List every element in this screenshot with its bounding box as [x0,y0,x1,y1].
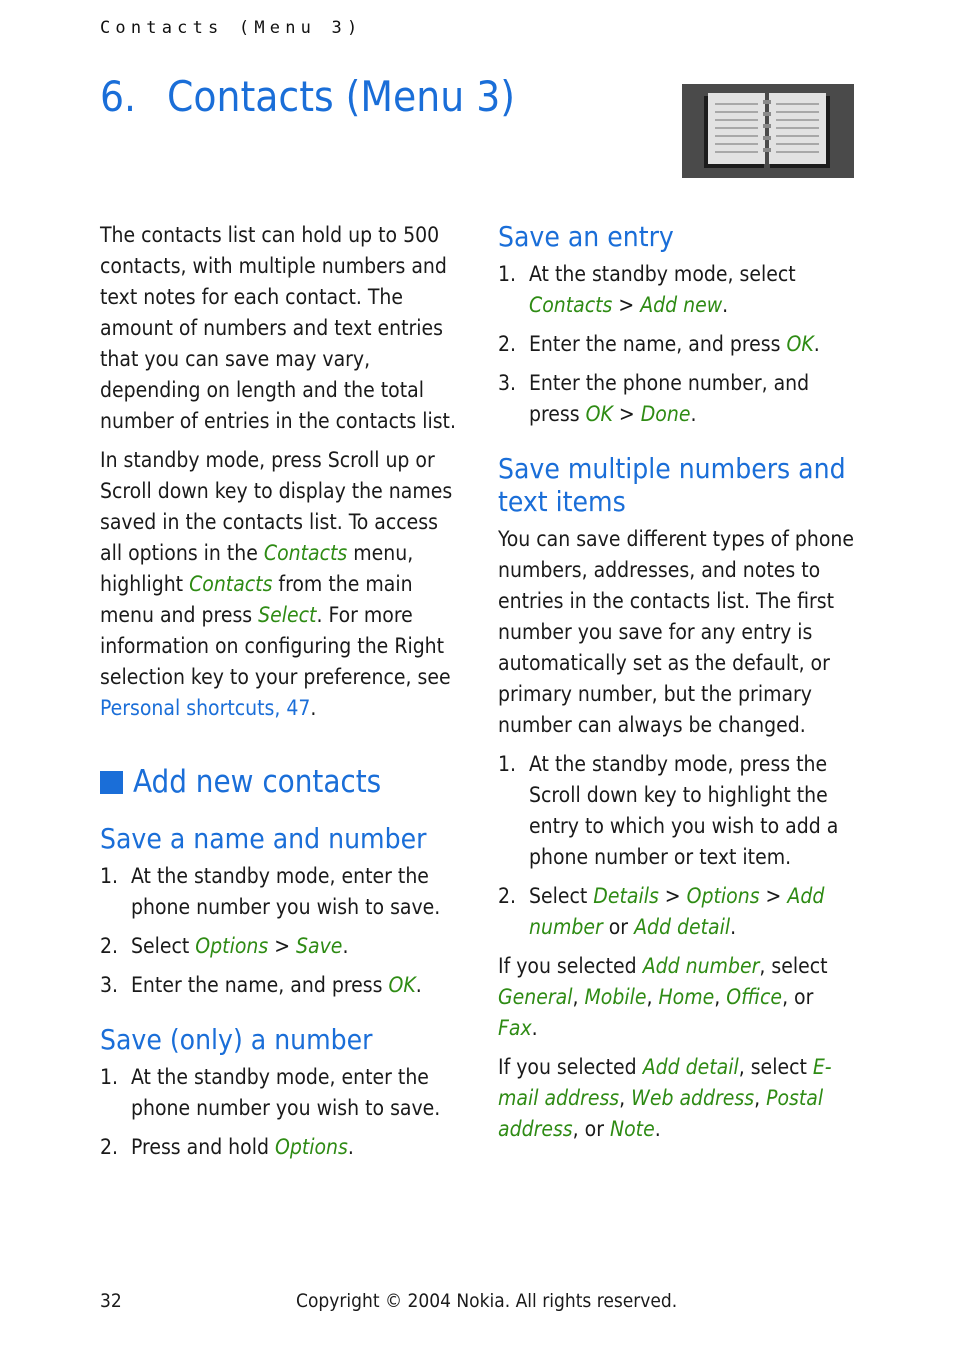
contacts-option: Contacts [263,541,348,565]
select-option: Select [258,603,317,627]
address-book-icon [682,84,854,178]
subheading-save-entry: Save an entry [498,220,674,253]
add-number-paragraph: If you selected Add number, select General, Mobile, Home, Office, or Fax. [498,954,828,1040]
contacts-option: Contacts [189,572,273,596]
page-number: 32 [100,1290,122,1312]
list-item: 2. Enter the name, and press OK. [498,332,820,356]
list-item: 1. At the standby mode, press the Scroll down key to highlight the entry to which you wish to add a phone number or text item. [498,752,839,869]
save-multi-intro: You can save different types of phone numbers, addresses, and notes to entries in the contacts list. The first number you save for any entry is automatically set as the default, or primary number, but the primary number can always be changed. [498,527,855,737]
copyright-notice: Copyright © 2004 Nokia. All rights reserved. [296,1290,678,1312]
add-detail-paragraph: If you selected Add detail, select E-mail address, Web address, Postal address, or Note. [498,1055,832,1141]
subheading-save-only: Save (only) a number [100,1023,373,1056]
subheading-save-multi: Save multiple numbers and text items [498,452,846,518]
chapter-number: 6. [100,72,137,121]
save-name-steps [100,861,460,1001]
list-item: 2. Press and hold Options. [100,1135,354,1159]
list-item: 2. Select Details > Options > Add number or Add detail. [498,884,825,939]
list-item: 1. At the standby mode, enter the phone number you wish to save. [100,1065,441,1120]
save-multi-steps [498,749,854,943]
list-item: 3. Enter the phone number, and press OK > Done. [498,371,810,426]
right-column [498,220,854,1153]
square-bullet-icon [100,771,123,794]
left-column [100,220,460,1171]
list-item: 1. At the standby mode, enter the phone number you wish to save. [100,864,441,919]
section-heading: Add new contacts [100,762,460,802]
subheading-save-name: Save a name and number [100,822,427,855]
scroll-up-key: Scroll up [327,448,410,472]
chapter-title-text: Contacts (Menu 3) [167,72,515,121]
list-item: 2. Select Options > Save. [100,934,349,958]
running-header: Contacts (Menu 3) [100,18,363,38]
save-entry-steps [498,259,854,430]
standby-paragraph: In standby mode, press Scroll up or Scroll down key to display the names saved in the contacts list. To access all options in the Contacts menu, highlight Contacts from the main menu and press Select. For more information on configuring the Right selection key to your preference, see Personal shortcuts, 47. [100,448,453,720]
save-only-steps [100,1062,460,1163]
right-selection-key: Right selection [100,634,445,689]
list-item: 3. Enter the name, and press OK. [100,973,422,997]
scroll-down-key: Scroll down [100,479,209,503]
chapter-title [100,72,515,121]
intro-paragraph: The contacts list can hold up to 500 contacts, with multiple numbers and text notes for each contact. The amount of numbers and text entries that you can save may vary, depending on length and the total number of entries in the contacts list. [100,223,456,433]
list-item: 1. At the standby mode, select Contacts > Add new. [498,262,796,317]
personal-shortcuts-link[interactable]: Personal shortcuts, 47 [100,696,311,720]
